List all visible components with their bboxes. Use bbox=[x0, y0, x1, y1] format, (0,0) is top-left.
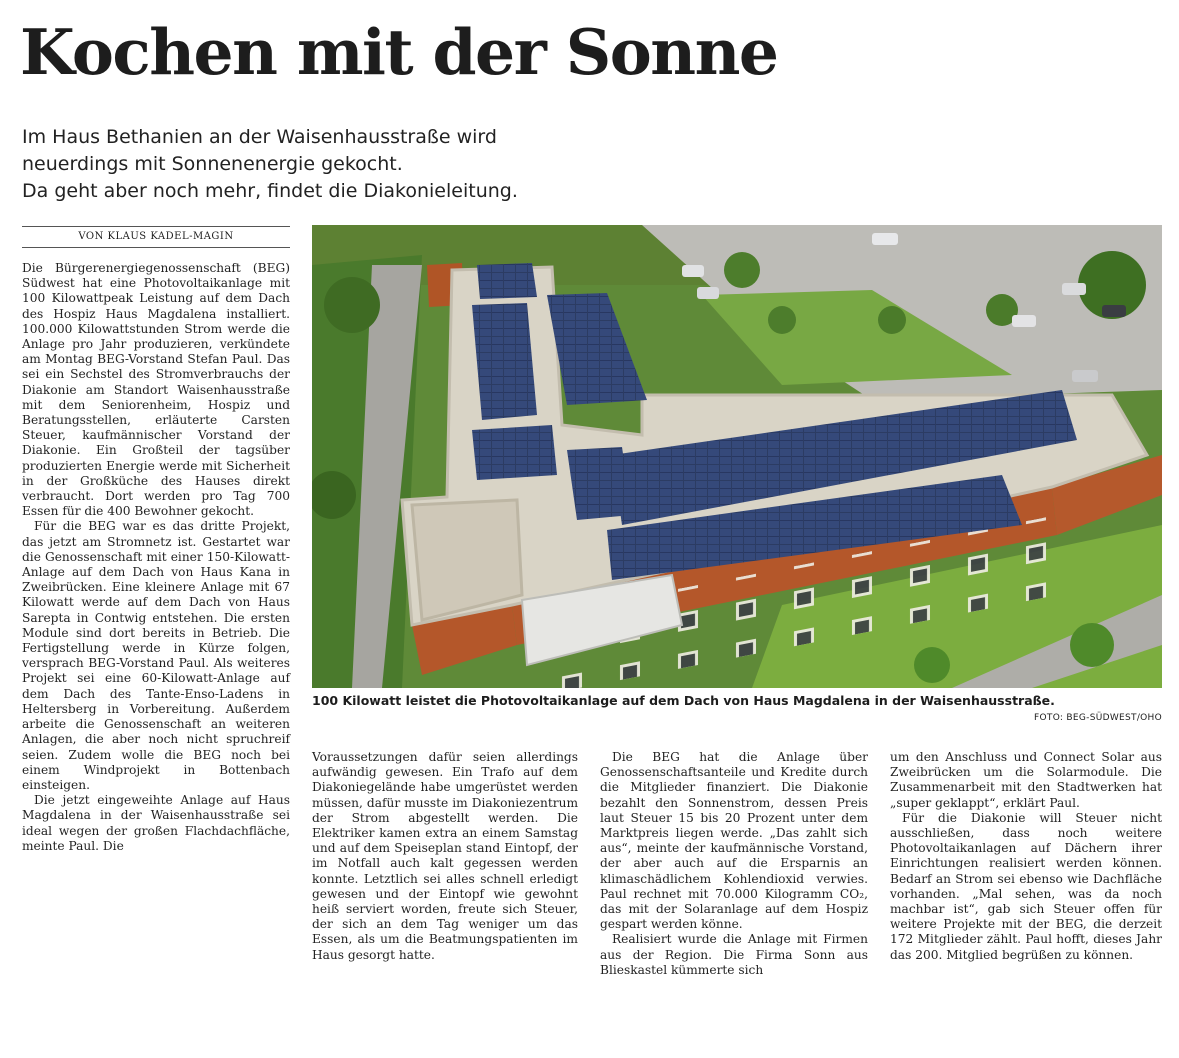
article-column-4 bbox=[890, 750, 1162, 963]
paragraph: Voraussetzungen dafür seien allerdings aufwändig gewesen. Ein Trafo auf dem Diakoniegelände habe umgerüstet werden müssen, dafür musste im Diakoniezentrum der Strom abgestellt werden. Die Elektriker kamen extra an einem Samstag und auf dem Speiseplan stand Eintopf, der im Notfall auch kalt gegessen werden konnte. Letztlich sei alles schnell erledigt gewesen und der Eintopf wie gewohnt heiß serviert worden, freute sich Steuer, der sich an dem Tag weniger um das Essen, als um die Beatmungspatienten im Haus gesorgt hatte. bbox=[312, 750, 578, 962]
paragraph: Die Bürgerenergiegenossenschaft (BEG) Südwest hat eine Photovoltaikanlage mit 100 Kilowattpeak Leistung auf dem Dach des Hospiz Haus Magdalena installiert. 100.000 Kilowattstunden Strom werde die Anlage pro Jahr produzieren, verkündete am Montag BEG-Vorstand Stefan Paul. Das sei ein Sechstel des Stromverbrauchs der Diakonie am Standort Waisenhausstraße mit dem Seniorenheim, Hospiz und Beratungsstellen, erläuterte Carsten Steuer, kaufmännischer Vorstand der Diakonie. Ein Großteil der tagsüber produzierten Energie werde mit Sicherheit in der Großküche des Hauses direkt verbraucht. Dort werden pro Tag 700 Essen für die 400 Bewohner gekocht. bbox=[22, 261, 290, 519]
subheadline-line: neuerdings mit Sonnenenergie gekocht. bbox=[22, 153, 403, 175]
subheadline bbox=[22, 124, 662, 205]
photo-caption: 100 Kilowatt leistet die Photovoltaikanlage auf dem Dach von Haus Magdalena in der Waisenhausstraße. bbox=[312, 693, 1055, 708]
paragraph: Die BEG hat die Anlage über Genossenschaftsanteile und Kredite durch die Mitglieder finanziert. Die Diakonie bezahlt den Sonnenstrom, dessen Preis laut Steuer 15 bis 20 Prozent unter dem Marktpreis liegen werde. „Das zahlt sich aus“, meinte der kaufmännische Vorstand, der aber auch auf die Ersparnis an klimaschädlichem Kohlendioxid verwies. Paul rechnet mit 70.000 Kilogramm CO₂, das mit der Solaranlage auf dem Hospiz gespart werden könne. bbox=[600, 750, 868, 932]
paragraph: Für die BEG war es das dritte Projekt, das jetzt am Stromnetz ist. Gestartet war die Genossenschaft mit einer 150-Kilowatt-Anlage auf dem Dach von Haus Kana in Zweibrücken. Eine kleinere Anlage mit 67 Kilowatt werde auf dem Dach von Haus Sarepta in Contwig entstehen. Die ersten Module sind dort bereits in Betrieb. Die Fertigstellung werde in Kürze folgen, versprach BEG-Vorstand Paul. Als weiteres Projekt sei eine 60-Kilowatt-Anlage auf dem Dach des Tante-Enso-Ladens in Heltersberg in Vorbereitung. Außerdem arbeite die Genossenschaft an weiteren Anlagen, die aber noch nicht spruchreif seien. Zudem wolle die BEG noch bei einem Windprojekt in Bottenbach einsteigen. bbox=[22, 519, 290, 792]
paragraph: um den Anschluss und Connect Solar aus Zweibrücken um die Solarmodule. Die Zusammenarbeit mit den Stadtwerken hat „super geklappt“, erklärt Paul. bbox=[890, 750, 1162, 810]
article-column-3 bbox=[600, 750, 868, 978]
byline: VON KLAUS KADEL-MAGIN bbox=[22, 226, 290, 248]
subheadline-line: Da geht aber noch mehr, findet die Diakonieleitung. bbox=[22, 180, 518, 202]
paragraph: Für die Diakonie will Steuer nicht ausschließen, dass noch weitere Photovoltaikanlagen auf Dächern ihrer Einrichtungen realisiert werden können. Bedarf an Strom sei ebenso wie Dachfläche vorhanden. „Mal sehen, was da noch machbar ist“, gab sich Steuer offen für weitere Projekte mit der BEG, die derzeit 172 Mitglieder zählt. Paul hofft, dieses Jahr das 200. Mitglied begrüßen zu können. bbox=[890, 810, 1162, 962]
paragraph: Realisiert wurde die Anlage mit Firmen aus der Region. Die Firma Sonn aus Blieskastel kümmerte sich bbox=[600, 932, 868, 977]
photo-credit: FOTO: BEG-SÜDWEST/OHO bbox=[1034, 713, 1162, 723]
headline: Kochen mit der Sonne bbox=[20, 15, 778, 89]
article-column-1 bbox=[22, 261, 290, 854]
article-photo bbox=[312, 225, 1162, 688]
solar-roof-aerial-photo bbox=[312, 225, 1162, 688]
paragraph: Die jetzt eingeweihte Anlage auf Haus Magdalena in der Waisenhausstraße sei ideal wegen der großen Flachdachfläche, meinte Paul. Die bbox=[22, 793, 290, 853]
subheadline-line: Im Haus Bethanien an der Waisenhausstraße wird bbox=[22, 126, 497, 148]
article-column-2 bbox=[312, 750, 578, 963]
